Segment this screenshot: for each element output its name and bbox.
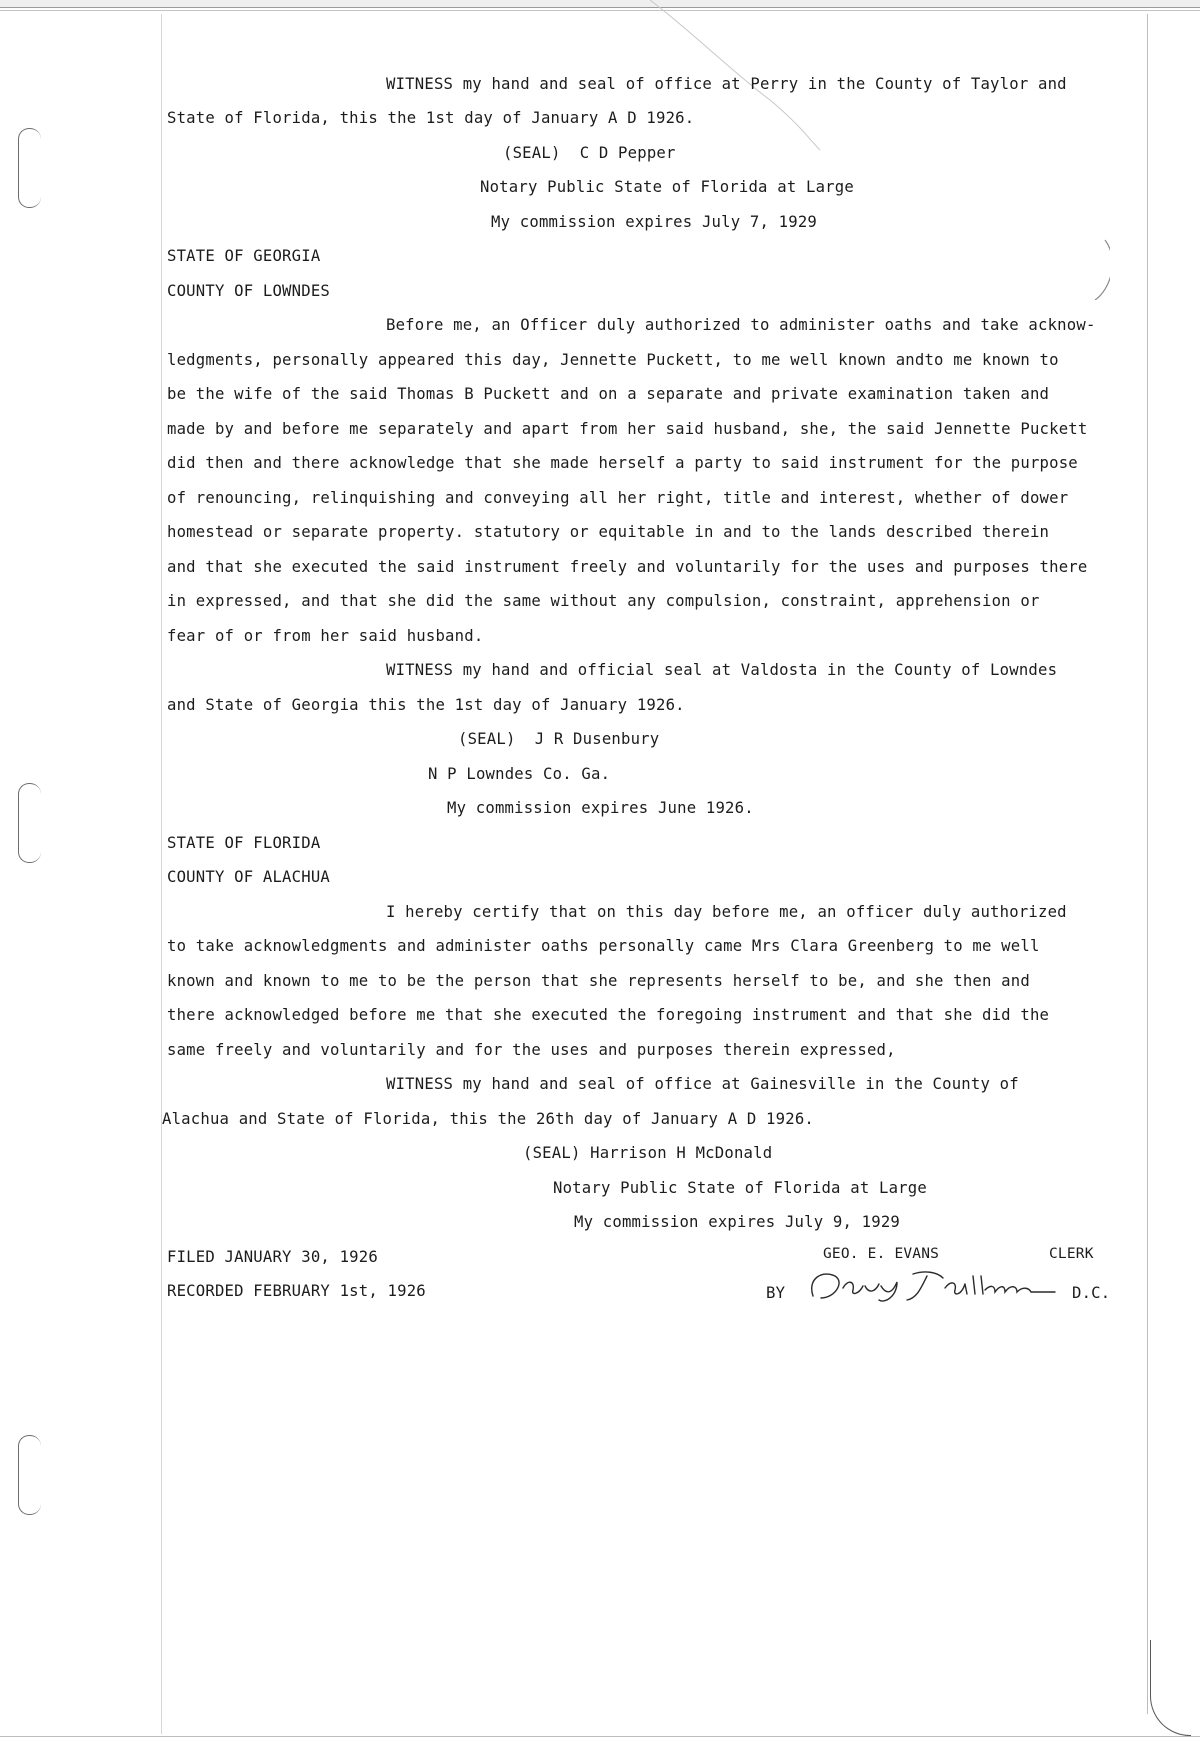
filed-date: FILED JANUARY 30, 1926 — [167, 1248, 378, 1266]
venue-state-georgia: STATE OF GEORGIA — [167, 247, 321, 265]
venue-state-florida: STATE OF FLORIDA — [167, 834, 321, 852]
commission-expiry-pepper: My commission expires July 7, 1929 — [491, 213, 817, 231]
notary-title-mcdonald: Notary Public State of Florida at Large — [553, 1179, 927, 1197]
body-line: known and known to me to be the person that she represents herself to be, and she then and — [167, 972, 1030, 990]
body-line: in expressed, and that she did the same without any compulsion, constraint, apprehension or — [167, 592, 1040, 610]
venue-county-alachua: COUNTY OF ALACHUA — [167, 868, 330, 886]
body-line: of renouncing, relinquishing and conveying all her right, title and interest, whether of dower — [167, 489, 1069, 507]
body-line: homestead or separate property. statutory or equitable in and to the lands described therein — [167, 523, 1050, 541]
binder-hole-top — [18, 128, 41, 208]
body-line: same freely and voluntarily and for the uses and purposes therein expressed, — [167, 1041, 896, 1059]
seal-signature-pepper: (SEAL) C D Pepper — [503, 144, 676, 162]
notary-title-dusenbury: N P Lowndes Co. Ga. — [428, 765, 611, 783]
body-line: there acknowledged before me that she executed the foregoing instrument and that she did the — [167, 1006, 1050, 1024]
clerk-title: CLERK — [1049, 1246, 1094, 1262]
deputy-handwritten-signature — [790, 1266, 1090, 1306]
body-line: and that she executed the said instrument freely and voluntarily for the uses and purposes there — [167, 558, 1088, 576]
witness-line-2: and State of Georgia this the 1st day of January 1926. — [167, 696, 685, 714]
commission-expiry-dusenbury: My commission expires June 1926. — [447, 799, 754, 817]
by-label: BY — [766, 1284, 786, 1302]
body-line: to take acknowledgments and administer oaths personally came Mrs Clara Greenberg to me well — [167, 937, 1040, 955]
binder-hole-middle — [18, 783, 41, 863]
body-line: made by and before me separately and apart from her said husband, she, the said Jennette Puckett — [167, 420, 1088, 438]
binder-hole-bottom — [18, 1435, 41, 1515]
left-margin-rule — [161, 14, 162, 1734]
body-line: did then and there acknowledge that she made herself a party to said instrument for the purpose — [167, 454, 1078, 472]
witness-line-2: Alachua and State of Florida, this the 26th day of January A D 1926. — [162, 1110, 814, 1128]
witness-line-1: WITNESS my hand and seal of office at Perry in the County of Taylor and — [386, 75, 1067, 93]
body-line: Before me, an Officer duly authorized to administer oaths and take acknow- — [386, 316, 1096, 334]
witness-line-1: WITNESS my hand and seal of office at Gainesville in the County of — [386, 1075, 1019, 1093]
notary-title-pepper: Notary Public State of Florida at Large — [480, 178, 854, 196]
recorded-date: RECORDED FEBRUARY 1st, 1926 — [167, 1282, 426, 1300]
seal-signature-mcdonald: (SEAL) Harrison H McDonald — [523, 1144, 773, 1162]
body-line: ledgments, personally appeared this day, Jennette Puckett, to me well known andto me known to — [167, 351, 1059, 369]
body-line: I hereby certify that on this day before me, an officer duly authorized — [386, 903, 1067, 921]
page-curl-mark — [1150, 1640, 1191, 1736]
witness-line-1: WITNESS my hand and official seal at Valdosta in the County of Lowndes — [386, 661, 1058, 679]
commission-expiry-mcdonald: My commission expires July 9, 1929 — [574, 1213, 900, 1231]
seal-signature-dusenbury: (SEAL) J R Dusenbury — [458, 730, 660, 748]
clerk-name: GEO. E. EVANS — [823, 1246, 940, 1262]
paper-crease-mark — [650, 0, 1110, 300]
body-line: be the wife of the said Thomas B Puckett and on a separate and private examination taken and — [167, 385, 1050, 403]
deputy-clerk-title: D.C. — [1072, 1284, 1111, 1302]
venue-county-lowndes: COUNTY OF LOWNDES — [167, 282, 330, 300]
body-line: fear of or from her said husband. — [167, 627, 484, 645]
bottom-page-edge — [0, 1736, 1200, 1737]
witness-line-2: State of Florida, this the 1st day of January A D 1926. — [167, 109, 695, 127]
right-page-edge — [1147, 14, 1148, 1714]
